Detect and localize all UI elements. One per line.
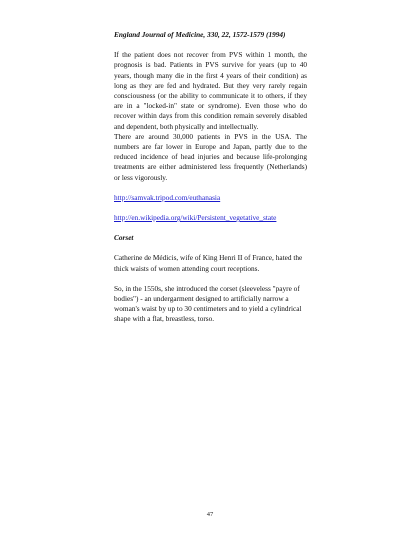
pvs-paragraph-1: If the patient does not recover from PVS within 1 month, the prognosis is bad. Patients in PVS survive for years (up to 40 years, though many die in the first 4 years of their condition) as long as they are fed and hydrated. But they very rarely regain consciousness (or the ability to communicate it to others, if they are in a "locked-in" state or syndrome). Even those who do recover within days from this condition remain severely disabled and dependent, both physically and intellectually. [114,50,307,131]
spacer [114,183,307,193]
corset-paragraph-1: Catherine de Médicis, wife of King Henri II of France, hated the thick waists of women attending court receptions. [114,253,303,273]
page-number: 47 [206,511,214,518]
corset-paragraph-2: So, in the 1550s, she introduced the corset (sleeveless "payre of bodies") - an undergarment designed to artificially narrow a woman's waist by up to 30 centimeters and to yield a cylindrical shape with a flat, breastless, torso. [114,283,302,324]
spacer [114,203,307,213]
citation-line: England Journal of Medicine, 330, 22, 1572-1579 (1994) [114,30,286,39]
link-wikipedia-pvs[interactable]: http://en.wikipedia.org/wiki/Persistent_vegetative_state [114,213,277,223]
spacer [114,223,307,233]
pvs-paragraph-2: There are around 30,000 patients in PVS in the USA. The numbers are far lower in Europe and Japan, partly due to the reduced incidence of head injuries and because life-prolonging treatments are either administered less frequently (Netherlands) or less vigorously. [114,131,307,182]
section-heading-corset: Corset [114,233,134,243]
page-content [114,30,307,325]
spacer [114,274,307,284]
link-samvak-euthanasia[interactable]: http://samvak.tripod.com/euthanasia [114,192,221,202]
